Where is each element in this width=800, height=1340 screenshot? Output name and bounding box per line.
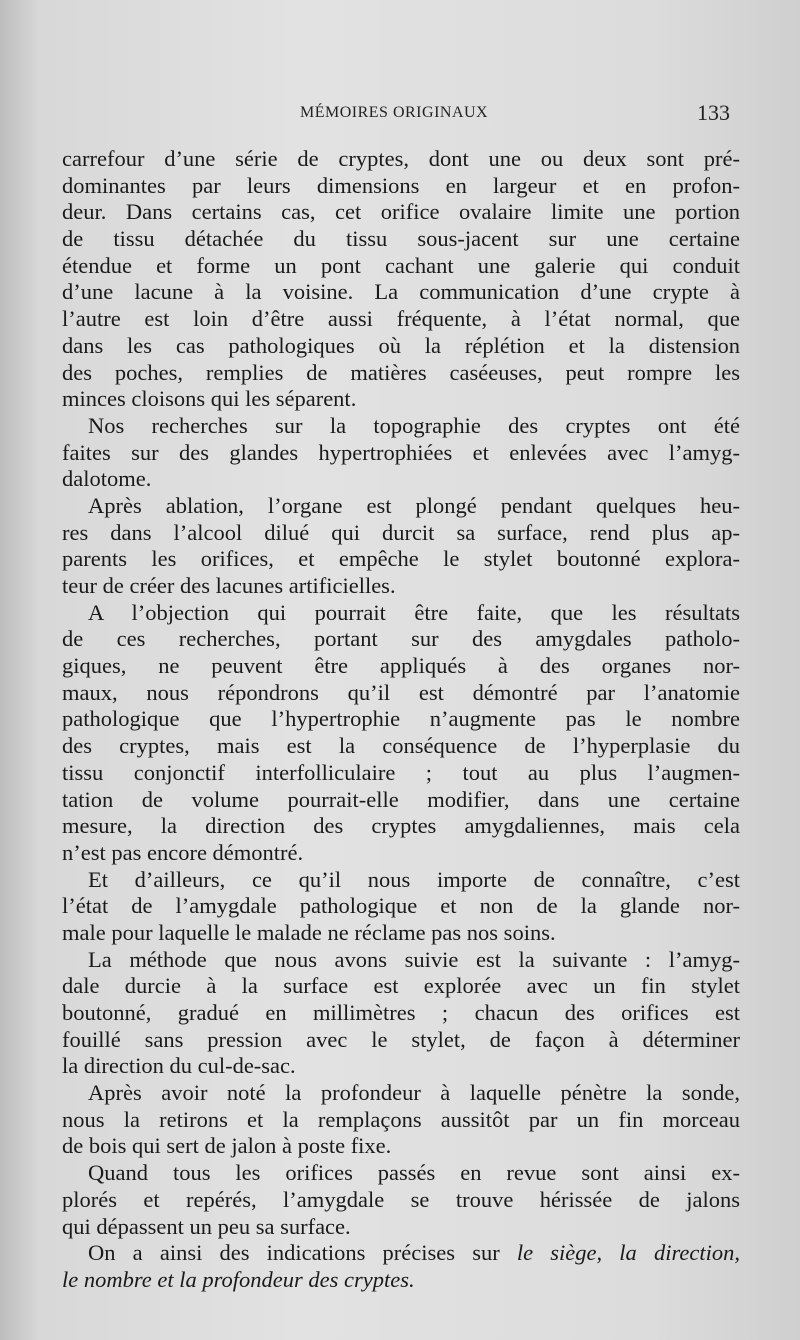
text-line: tation de volume pourrait-elle modifier, dans une certaine <box>62 786 740 812</box>
text-line: des poches, remplies de matières caséeuses, peut rompre les <box>62 359 740 385</box>
text-line: dalotome. <box>62 466 152 492</box>
text-line: dans les cas pathologiques où la réplétion et la distension <box>62 332 740 358</box>
text-line: boutonné, gradué en millimètres ; chacun des orifices est <box>62 1000 740 1025</box>
text-line: male pour laquelle le malade ne réclame pas nos soins. <box>62 919 556 945</box>
text-line: l’état de l’amygdale pathologique et non de la glande nor- <box>62 893 740 919</box>
text-line: le nombre et la profondeur des cryptes. <box>62 1266 415 1292</box>
text-line: A l’objection qui pourrait être faite, que les résultats <box>88 599 740 625</box>
text-line: des cryptes, mais est la conséquence de l’hyperplasie du <box>62 733 740 759</box>
text-line: de bois qui sert de jalon à poste fixe. <box>62 1133 392 1159</box>
text-line: mesure, la direction des cryptes amygdaliennes, mais cela <box>62 813 740 839</box>
text-line: Et d’ailleurs, ce qu’il nous importe de connaître, c’est <box>88 866 740 892</box>
text-line: Après ablation, l’organe est plongé pendant quelques heu- <box>88 492 740 518</box>
page-number: 133 <box>697 100 730 125</box>
text-line: res dans l’alcool dilué qui durcit sa surface, rend plus ap- <box>62 519 740 545</box>
text-line: maux, nous répondrons qu’il est démontré par l’anatomie <box>62 679 740 705</box>
body-text <box>62 146 740 1294</box>
text-line: de tissu détachée du tissu sous-jacent sur une certaine <box>62 226 740 252</box>
text-line: qui dépassent un peu sa surface. <box>62 1213 351 1239</box>
text-run: On a ainsi des indications précises sur <box>88 1240 517 1266</box>
text-line: l’autre est loin d’être aussi fréquente, à l’état normal, que <box>62 306 740 332</box>
text-line: dale durcie à la surface est explorée avec un fin stylet <box>62 973 740 999</box>
text-line: faites sur des glandes hypertrophiées et enlevées avec l’amyg- <box>62 439 740 465</box>
text-line <box>62 1240 740 1267</box>
text-line: n’est pas encore démontré. <box>62 839 304 865</box>
text-line: dominantes par leurs dimensions en largeur et en profon- <box>62 172 740 198</box>
running-title: MÉMOIRES ORIGINAUX <box>300 104 489 121</box>
text-line: fouillé sans pression avec le stylet, de façon à déterminer <box>62 1026 740 1052</box>
text-line: nous la retirons et la remplaçons aussitôt par un fin morceau <box>62 1106 740 1132</box>
text-line: la direction du cul-de-sac. <box>62 1053 296 1079</box>
text-line: teur de créer des lacunes artificielles. <box>62 573 396 598</box>
text-line: pathologique que l’hypertrophie n’augmente pas le nombre <box>62 706 740 732</box>
text-line: minces cloisons qui les séparent. <box>62 386 357 412</box>
text-line: tissu conjonctif interfolliculaire ; tout au plus l’augmen- <box>62 759 740 785</box>
text-line: Nos recherches sur la topographie des cryptes ont été <box>88 412 740 438</box>
text-line: d’une lacune à la voisine. La communication d’une crypte à <box>62 279 740 305</box>
text-line: La méthode que nous avons suivie est la suivante : l’amyg- <box>88 946 740 972</box>
text-line: Après avoir noté la profondeur à laquelle pénètre la sonde, <box>88 1080 740 1106</box>
text-line: deur. Dans certains cas, cet orifice ovalaire limite une portion <box>62 199 740 225</box>
italic-run: le siège, la direction, <box>516 1240 740 1266</box>
text-line: plorés et repérés, l’amygdale se trouve hérissée de jalons <box>62 1186 740 1212</box>
text-line: Quand tous les orifices passés en revue sont ainsi ex- <box>88 1160 740 1186</box>
running-head <box>0 100 800 130</box>
text-line: carrefour d’une série de cryptes, dont une ou deux sont pré- <box>62 146 740 171</box>
text-line: de ces recherches, portant sur des amygdales patholo- <box>62 626 740 652</box>
text-line: parents les orifices, et empêche le stylet boutonné explora- <box>62 546 740 572</box>
text-line: étendue et forme un pont cachant une galerie qui conduit <box>62 252 740 278</box>
text-line: giques, ne peuvent être appliqués à des organes nor- <box>62 653 740 679</box>
